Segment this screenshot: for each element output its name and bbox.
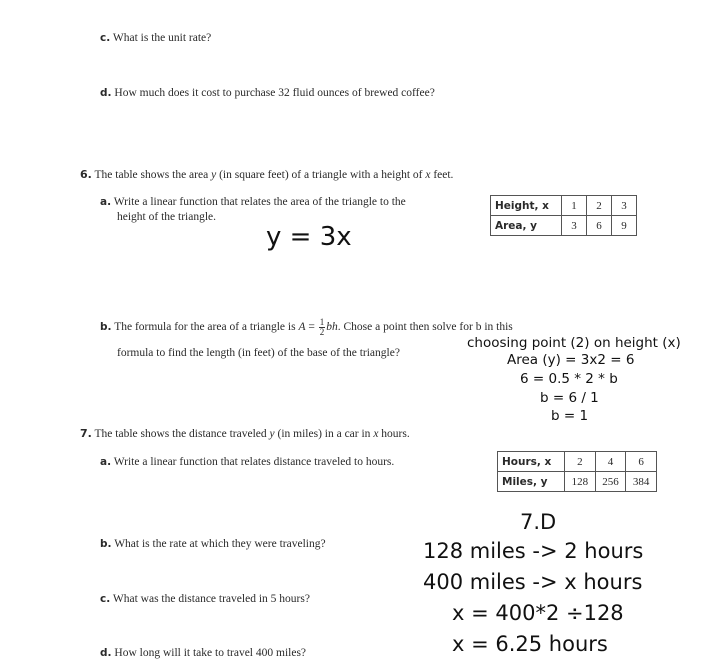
q6-stem-pre: The table shows the area (94, 169, 212, 181)
q6b-fraction (319, 318, 326, 337)
q6b-work-4: b = 6 / 1 (540, 390, 599, 406)
q5d-text: How much does it cost to purchase 32 fluid ounces of brewed coffee? (114, 87, 435, 99)
q6b-frac-den: 2 (319, 326, 325, 337)
q6b-work-1: choosing point (2) on height (x) (467, 335, 681, 351)
q6b-formula-rhs: bh (326, 321, 338, 333)
table-row (498, 452, 657, 472)
q7a-line (100, 456, 394, 468)
q7-work-1: 7.D (520, 510, 557, 534)
q7c-text: What was the distance traveled in 5 hours? (112, 593, 310, 605)
q6-stem-post: feet. (430, 169, 454, 181)
q7b-text: What is the rate at which they were traveling? (114, 538, 326, 550)
q5c-line (100, 32, 211, 44)
q7-stem-post: hours. (378, 428, 410, 440)
q6-table-header-area: Area, y (491, 216, 562, 236)
q6b-text-1-post: . Chose a point then solve for b in this (337, 321, 513, 333)
table-cell: 3 (562, 216, 587, 236)
q6-stem-var2: x (425, 169, 431, 181)
table-row (491, 196, 637, 216)
q6a-handwritten-answer: y = 3x (266, 222, 352, 252)
table-cell: 4 (595, 452, 626, 472)
q7-table-header-miles: Miles, y (498, 472, 565, 492)
q6b-work-2: Area (y) = 3x2 = 6 (507, 352, 635, 368)
q6a-label: a. (100, 196, 112, 208)
q7d-text: How long will it take to travel 400 miles? (114, 647, 307, 659)
q6b-formula-lhs: A (298, 321, 306, 333)
q5c-label: c. (100, 32, 111, 44)
q6a-line2 (117, 211, 216, 223)
q7-work-3: 400 miles -> x hours (423, 570, 643, 594)
q6b-text-2: formula to find the length (in feet) of the base of the triangle? (117, 347, 400, 359)
q6-table-header-height: Height, x (491, 196, 562, 216)
q7a-label: a. (100, 456, 112, 468)
table-row (491, 216, 637, 236)
q6a-text-1: Write a linear function that relates the area of the triangle to the (113, 196, 406, 208)
q7a-text: Write a linear function that relates distance traveled to hours. (113, 456, 395, 468)
q5d-line (100, 87, 435, 99)
table-cell: 6 (587, 216, 612, 236)
table-cell: 1 (562, 196, 587, 216)
q7d-line (100, 647, 306, 659)
q6-number: 6. (80, 168, 92, 181)
q5c-text: What is the unit rate? (112, 32, 212, 44)
q6b-text-1-pre: The formula for the area of a triangle is (114, 321, 299, 333)
table-row (498, 472, 657, 492)
q7b-line (100, 538, 326, 550)
q7-stem-mid: (in miles) in a car in (274, 428, 374, 440)
table-cell: 256 (595, 472, 626, 492)
q6b-formula-eq: = (305, 321, 318, 333)
q6-stem-var1: y (211, 169, 217, 181)
table-cell: 384 (626, 472, 657, 492)
q7-number: 7. (80, 427, 92, 440)
q6a-line1 (100, 196, 406, 208)
q6b-frac-num: 1 (319, 316, 325, 327)
q7-table (497, 451, 657, 492)
table-cell: 2 (565, 452, 596, 472)
q6b-label: b. (100, 321, 112, 333)
q7c-label: c. (100, 593, 111, 605)
q6b-line1 (100, 314, 513, 340)
q7-work-4: x = 400*2 ÷128 (452, 601, 624, 625)
q7-stem-var2: x (373, 428, 379, 440)
q6b-work-3: 6 = 0.5 * 2 * b (520, 371, 618, 387)
q6b-line2 (117, 347, 400, 359)
table-cell: 128 (565, 472, 596, 492)
q7c-line (100, 593, 310, 605)
table-cell: 3 (612, 196, 637, 216)
table-cell: 2 (587, 196, 612, 216)
q5d-label: d. (100, 87, 112, 99)
table-cell: 9 (612, 216, 637, 236)
q7-stem-var1: y (269, 428, 275, 440)
q7-stem (80, 427, 410, 440)
q7-stem-pre: The table shows the distance traveled (94, 428, 270, 440)
q7d-label: d. (100, 647, 112, 659)
q6b-work-5: b = 1 (551, 408, 589, 424)
q6-table (490, 195, 637, 236)
table-cell: 6 (626, 452, 657, 472)
q6-stem-mid: (in square feet) of a triangle with a height of (216, 169, 426, 181)
q7-work-5: x = 6.25 hours (452, 632, 608, 656)
q7-work-2: 128 miles -> 2 hours (423, 539, 644, 563)
q7b-label: b. (100, 538, 112, 550)
q6a-text-2: height of the triangle. (117, 211, 216, 223)
q6-stem (80, 168, 453, 181)
q7-table-header-hours: Hours, x (498, 452, 565, 472)
